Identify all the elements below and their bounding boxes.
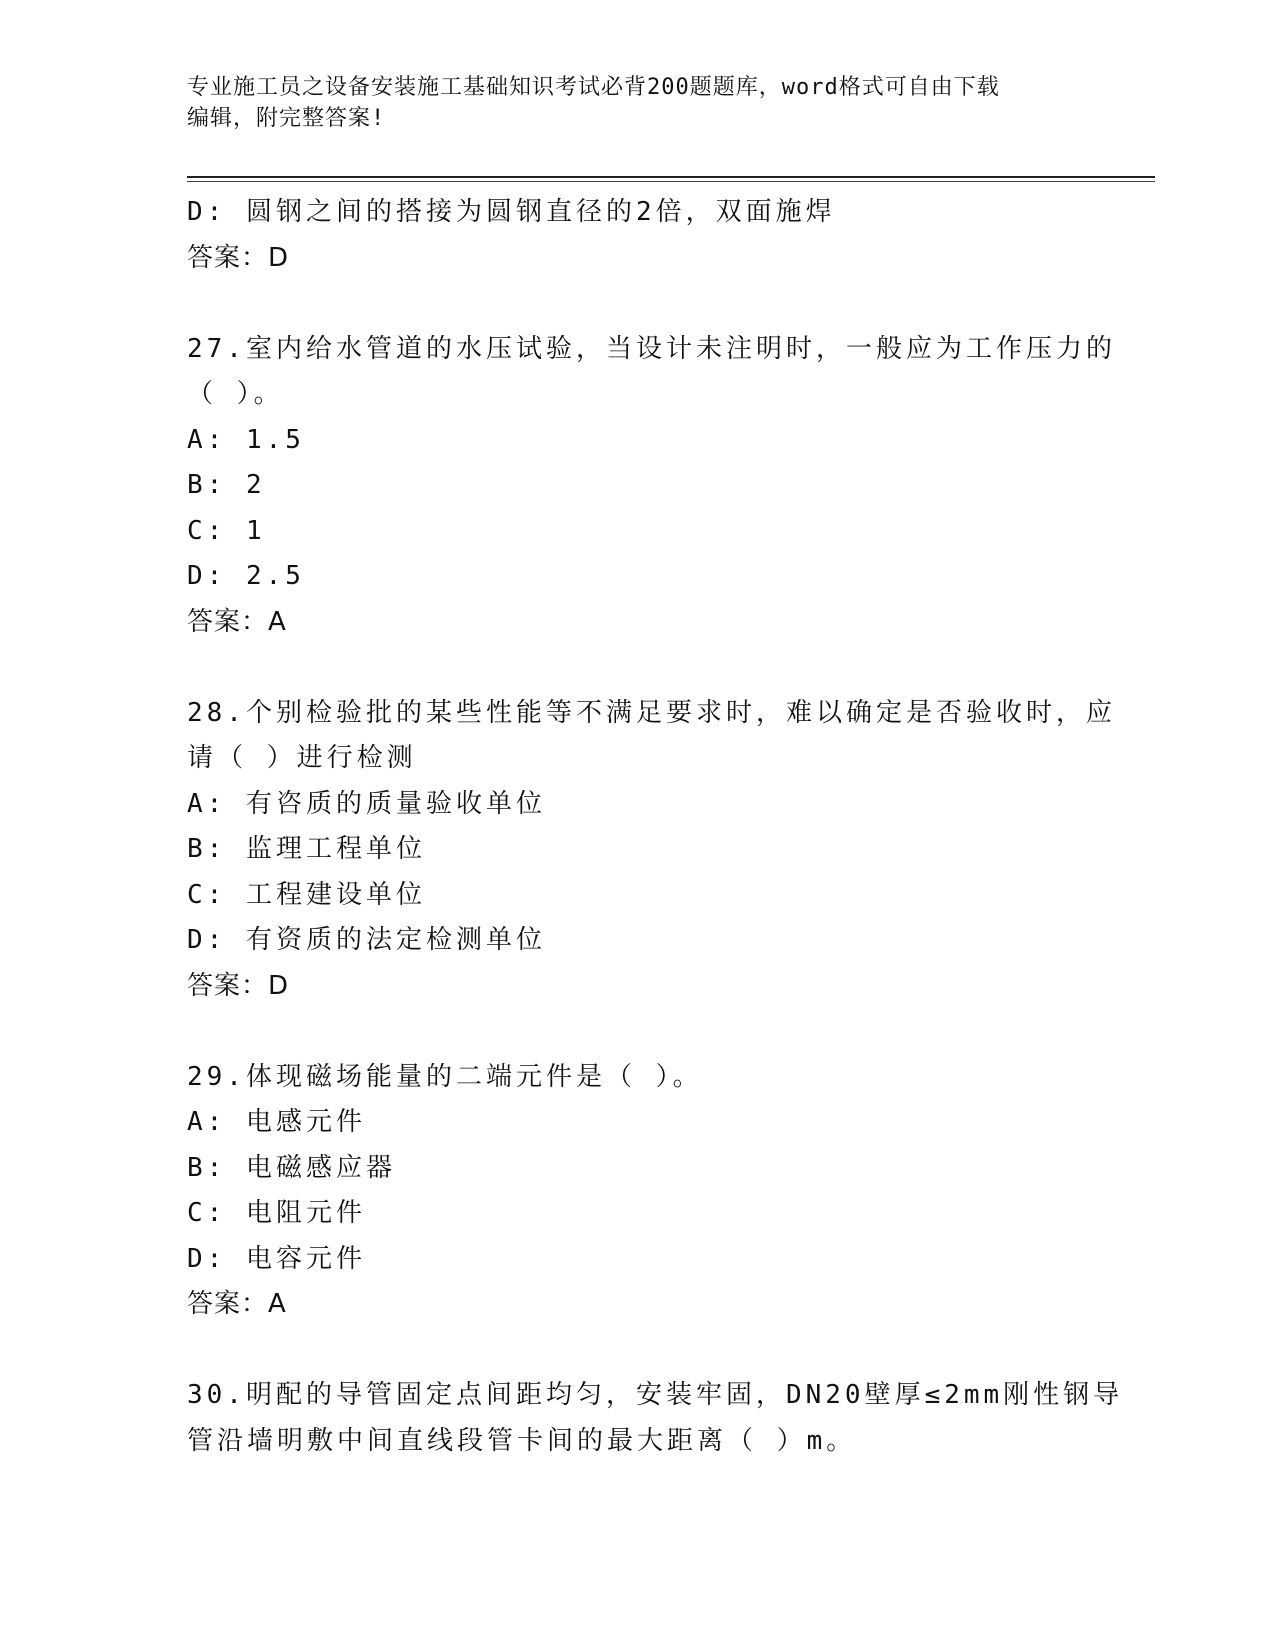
question-stem-line-2: 请（ ）进行检测 bbox=[187, 743, 417, 773]
option-d: D: 2.5 bbox=[187, 561, 305, 591]
question-stem-line-2: （ ）。 bbox=[187, 379, 284, 409]
option-a: A: 有咨质的质量验收单位 bbox=[187, 788, 546, 819]
question-28 bbox=[187, 691, 1116, 1010]
option-b: B: 电磁感应器 bbox=[187, 1152, 396, 1183]
option-d: D: 圆钢之间的搭接为圆钢直径的2倍，双面施焊 bbox=[187, 197, 836, 227]
spacer bbox=[187, 281, 1087, 327]
question-stem-line-1: 29.体现磁场能量的二端元件是（ ）。 bbox=[187, 1061, 703, 1092]
question-30 bbox=[187, 1373, 1124, 1464]
answer-line: 答案：D bbox=[187, 970, 290, 1001]
option-b: B: 2 bbox=[187, 470, 266, 500]
option-d: D: 电容元件 bbox=[187, 1243, 366, 1274]
question-27 bbox=[187, 327, 1116, 646]
option-d: D: 有资质的法定检测单位 bbox=[187, 925, 546, 955]
question-stem-line-2: 管沿墙明敷中间直线段管卡间的最大距离（ ）m。 bbox=[187, 1425, 857, 1456]
option-c: C: 电阻元件 bbox=[187, 1198, 366, 1228]
option-a: A: 电感元件 bbox=[187, 1107, 366, 1137]
spacer bbox=[187, 1009, 1087, 1055]
option-c: C: 工程建设单位 bbox=[187, 879, 426, 910]
spacer bbox=[187, 1328, 1087, 1374]
option-a: A: 1.5 bbox=[187, 424, 305, 455]
header-rule-thick bbox=[187, 176, 1155, 178]
option-b: B: 监理工程单位 bbox=[187, 834, 426, 864]
spacer bbox=[187, 645, 1087, 691]
header-rule-thin bbox=[187, 181, 1155, 182]
option-c: C: 1 bbox=[187, 515, 266, 546]
question-list bbox=[187, 190, 1124, 1464]
question-stem-line-1: 27.室内给水管道的水压试验，当设计未注明时，一般应为工作压力的 bbox=[187, 333, 1116, 364]
header-line-1: 专业施工员之设备安装施工基础知识考试必背200题题库，word格式可自由下载 bbox=[187, 75, 1000, 100]
question-29 bbox=[187, 1055, 1087, 1328]
document-header bbox=[187, 72, 1067, 134]
header-line-2: 编辑，附完整答案! bbox=[187, 106, 386, 131]
question-stem-line-1: 28.个别检验批的某些性能等不满足要求时，难以确定是否验收时，应 bbox=[187, 697, 1116, 728]
question-26-tail bbox=[187, 190, 1087, 281]
answer-line: 答案：A bbox=[187, 1289, 287, 1319]
answer-line: 答案：D bbox=[187, 242, 290, 273]
answer-line: 答案：A bbox=[187, 606, 287, 637]
question-stem-line-1: 30.明配的导管固定点间距均匀，安装牢固，DN20壁厚≤2mm刚性钢导 bbox=[187, 1380, 1124, 1410]
